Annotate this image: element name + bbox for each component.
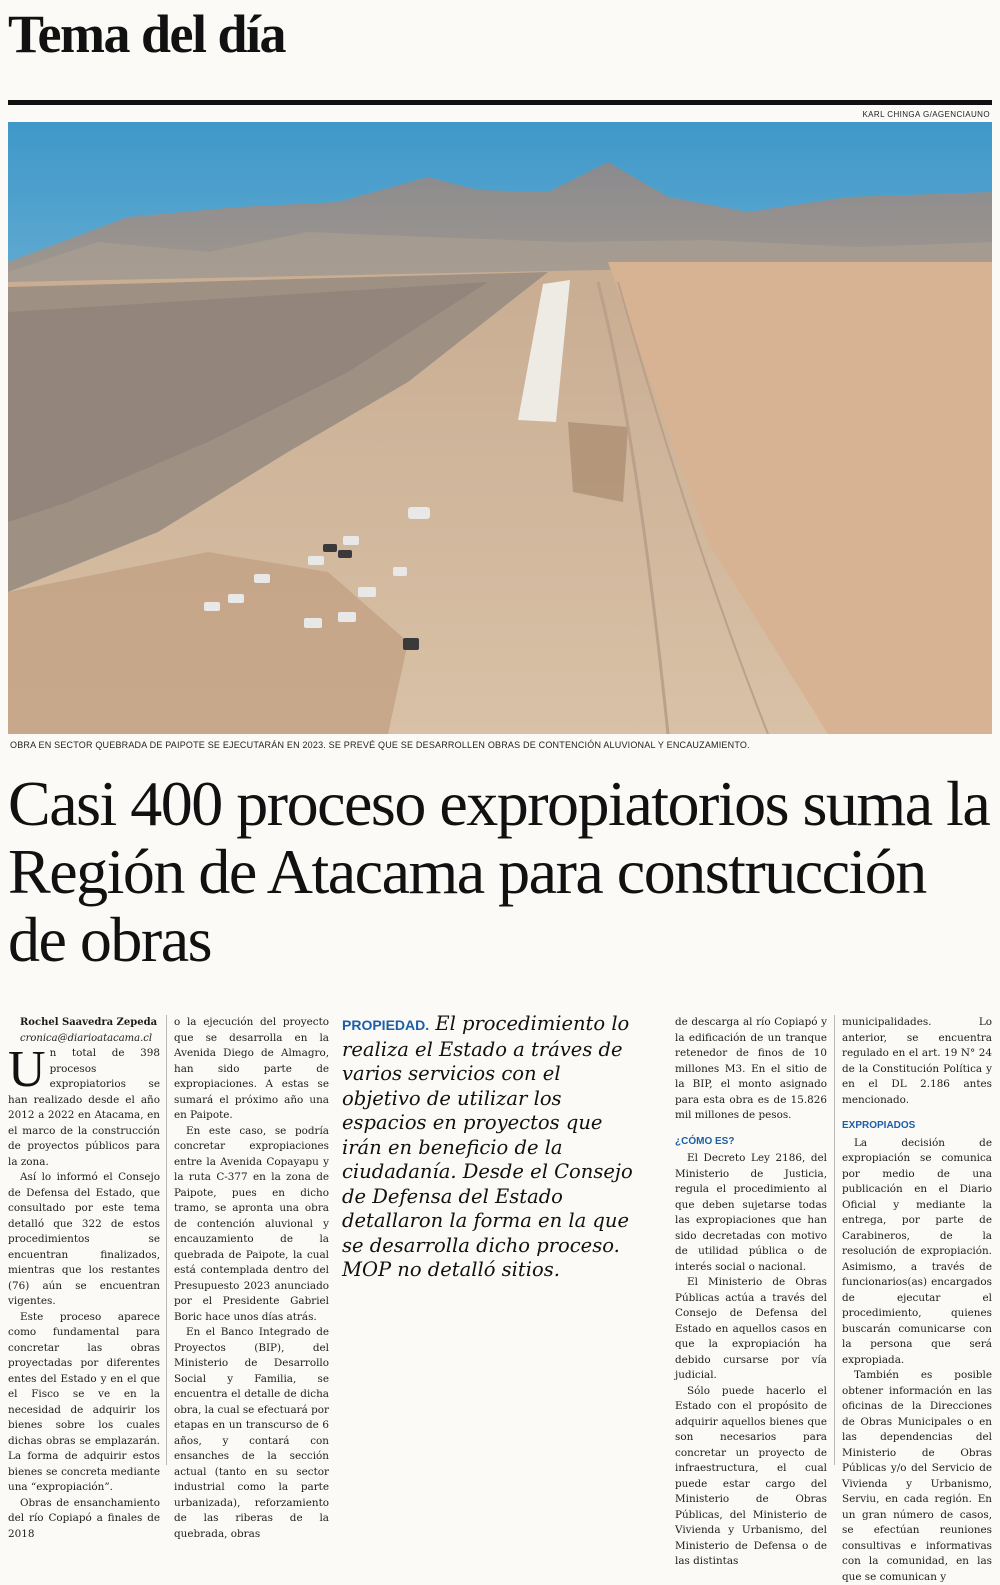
- subhead-como-es: ¿CÓMO ES?: [675, 1135, 735, 1147]
- paragraph: o la ejecución del proyecto que se desarrolla en la Avenida Diego de Almagro, han sido parte de expropiaciones. A estas se sumará el próximo año una en Paipote.: [174, 1016, 329, 1121]
- article-column-1: [8, 1015, 160, 1542]
- paragraph: municipalidades. Lo anterior, se encuentra regulado en el art. 19 N° 24 de la Constitución Política y en el DL 2.186 antes mencionado.: [842, 1016, 992, 1106]
- article-column-2: [174, 1015, 329, 1542]
- article-column-3: [675, 1015, 827, 1570]
- paragraph: También es posible obtener información en las oficinas de la Direcciones de Obras Municipales o en las dependencias del Ministerio de Obras Públicas y/o del Servicio de Vivienda y Urbanismo, Serviu, en cada región. En un gran número de casos, se efectúan reuniones consultivas e informativas con la comunidad, en las que se comunican y: [842, 1369, 992, 1583]
- pull-quote: [342, 1012, 642, 1283]
- paragraph: En este caso, se podría concretar expropiaciones entre la Avenida Copayapu y la ruta C-377 en la zona de Paipote, pues en dicho tramo, se apronta una obra de contención aluvional y encauzamiento de la quebrada de Paipote, la cual está contemplada dentro del Presupuesto 2023 anunciado por el Presidente Gabriel Boric hace unos días atrás.: [174, 1124, 329, 1323]
- paragraph: Sólo puede hacerlo el Estado con el propósito de adquirir aquellos bienes que son necesarios para concretar un proyecto de infraestructura, el cual puede estar cargo del Ministerio de Obras Públicas, del Ministerio de Vivienda y Urbanismo, del Ministerio de Defensa o de las distintas: [675, 1384, 827, 1567]
- paragraph: La decisión de expropiación se comunica por medio de una publicación en el Diario Oficial y mediante la entrega, por parte de Carabineros, de la resolución de expropiación. Asimismo, a través de funcionarios(as) encargados de ejecutar el procedimiento, quienes buscarán comunicarse con la persona que será expropiada.: [842, 1136, 992, 1366]
- column-divider: [834, 1015, 835, 1465]
- article-column-4: [842, 1015, 992, 1585]
- dropcap: U: [8, 1041, 46, 1098]
- paragraph: de descarga al río Copiapó y la edificación de un tranque retenedor de finos de 10 millones M3. En el sitio de la BIP, el monto asignado para esta obra es de 15.826 mil millones de pesos.: [675, 1016, 827, 1121]
- aerial-photo: [8, 122, 992, 734]
- paragraph: Este proceso aparece como fundamental para concretar las obras proyectadas por diferentes entes del Estado y en el que el Fisco se ve en la necesidad de adquirir los bienes sobre los cuales dichas obras se emplazarán. La forma de adquirir estos bienes se concreta mediante una “expropiación”.: [8, 1310, 160, 1493]
- subhead-expropiados: EXPROPIADOS: [842, 1120, 916, 1131]
- byline-author: Rochel Saavedra Zepeda: [20, 1017, 158, 1028]
- paragraph-text: n total de 398 procesos expropiatorios se han realizado desde el año 2012 a 2022 en Atacama, en el marco de la construcción de proyectos públicos para la zona.: [8, 1047, 160, 1168]
- paragraph: Obras de ensanchamiento del río Copiapó a finales de 2018: [8, 1496, 160, 1540]
- paragraph: El Ministerio de Obras Públicas actúa a través del Consejo de Defensa del Estado en aquellos casos en que la expropiación ha debido cursarse por vía judicial.: [675, 1276, 827, 1381]
- paragraph: Así lo informó el Consejo de Defensa del Estado, que consultado por este tema detalló que 322 de estos procedimientos se encuentran finalizados, mientras que los restantes (76) aún se encuentran vigentes.: [8, 1171, 160, 1307]
- paragraph: El Decreto Ley 2186, del Ministerio de Justicia, regula el procedimiento al que deben sujetarse todas las expropiaciones que han sido decretadas con motivo de utilidad pública o de interés social o nacional.: [675, 1152, 827, 1273]
- pull-quote-text: El procedimiento lo realiza el Estado a tráves de varios servicios con el objetivo de utilizar los espacios en proyectos que irán en beneficio de la ciudadanía. Desde el Consejo de Defensa del Estado detallaron la forma en la que se desarrolla dicho proceso. MOP no detalló sitios.: [342, 1012, 633, 1281]
- byline-email: cronica@diarioatacama.cl: [20, 1032, 153, 1044]
- section-title: Tema del día: [8, 4, 286, 64]
- paragraph: En el Banco Integrado de Proyectos (BIP), del Ministerio de Desarrollo Social y Familia, se encuentra el detalle de dicha obra, la cual se efectuará por etapas en un transcurso de 6 años, y contará con ensanches de la sección actual (tanto en su sector industrial como la parte urbanizada), reforzamiento de las riberas de la quebrada, obras: [174, 1326, 329, 1540]
- column-divider: [166, 1015, 167, 1465]
- header-rule: [8, 100, 992, 105]
- headline: Casi 400 proceso expropiatorios suma la Región de Atacama para construcción de obras: [8, 768, 990, 975]
- photo-credit: KARL CHINGA G/AGENCIAUNO: [862, 110, 990, 119]
- pull-quote-kicker: PROPIEDAD.: [342, 1017, 430, 1033]
- paragraph: [8, 1041, 160, 1170]
- photo-caption: OBRA EN SECTOR QUEBRADA DE PAIPOTE SE EJECUTARÁN EN 2023. SE PREVÉ QUE SE DESARROLLEN OBRAS DE CONTENCIÓN ALUVIONAL Y ENCAUZAMIENTO.: [10, 740, 750, 750]
